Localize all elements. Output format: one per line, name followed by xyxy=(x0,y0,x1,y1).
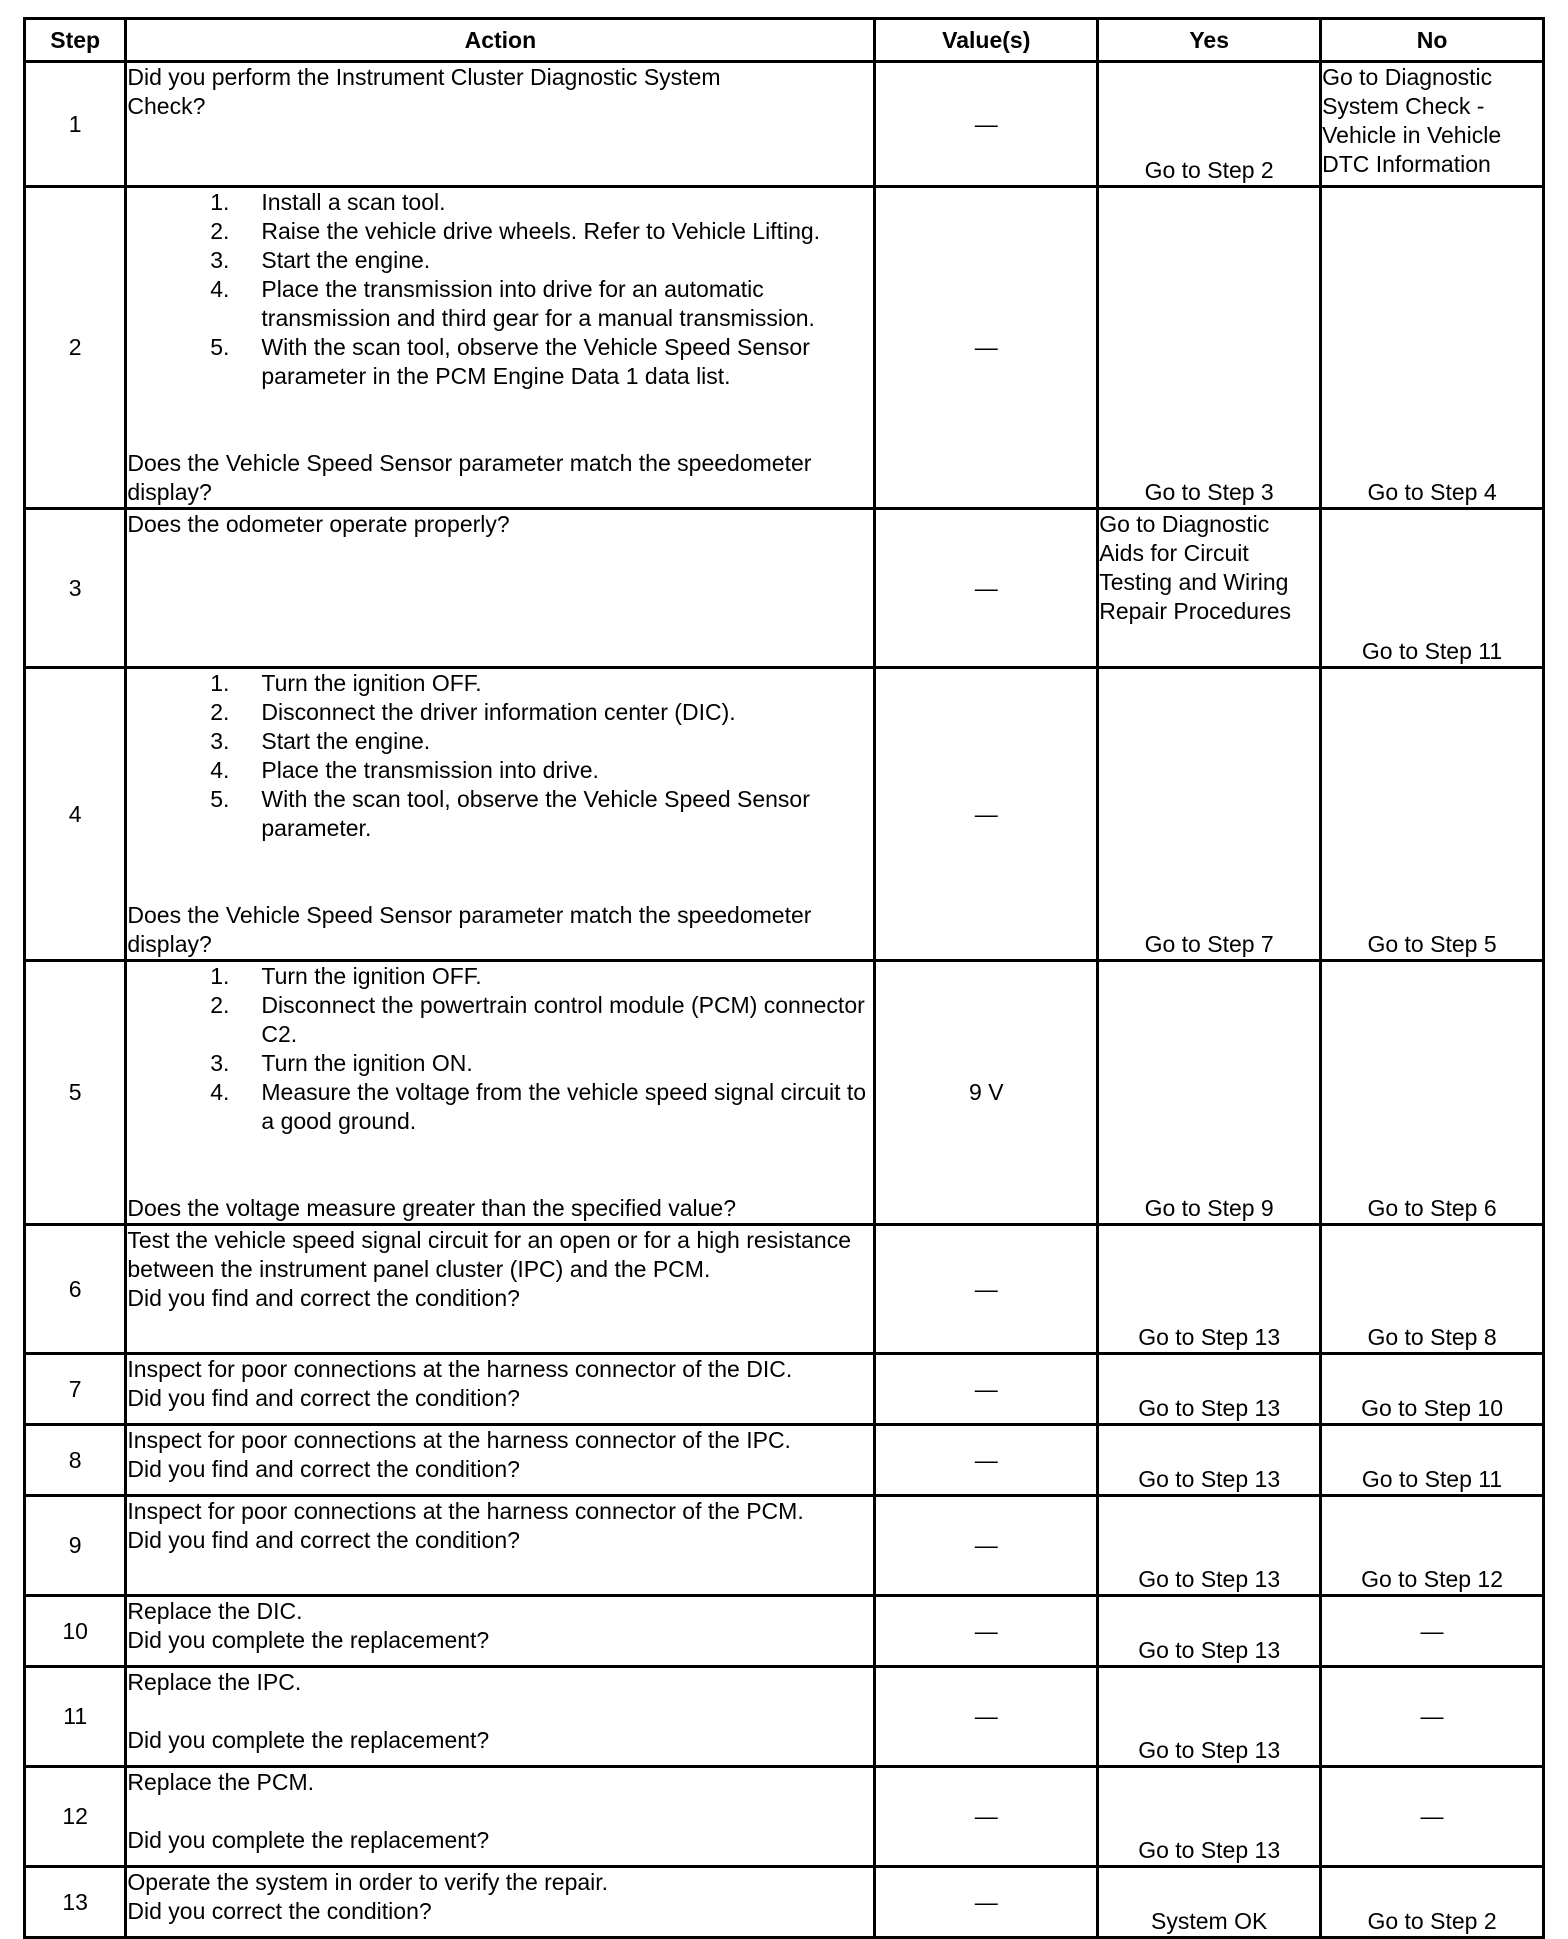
action-text: Inspect for poor connections at the harness connector of the PCM. xyxy=(127,1498,804,1524)
no-result: — xyxy=(1321,1767,1544,1867)
action-text: Did you find and correct the condition? xyxy=(127,1385,520,1411)
action-cell xyxy=(126,1225,875,1354)
action-cell xyxy=(126,1496,875,1596)
value-cell: — xyxy=(875,1496,1098,1596)
action-text: Inspect for poor connections at the harness connector of the IPC. xyxy=(127,1427,791,1453)
diagnostic-table xyxy=(23,17,1545,1939)
action-text: Inspect for poor connections at the harness connector of the DIC. xyxy=(127,1356,793,1382)
header-row xyxy=(25,19,1544,62)
step-number: 2 xyxy=(25,187,126,509)
action-step-number: 4. xyxy=(210,1079,230,1105)
action-step-number: 5. xyxy=(210,334,230,360)
yes-result: Go to Step 9 xyxy=(1098,961,1321,1225)
action-text: Did you complete the replacement? xyxy=(127,1727,490,1753)
yes-result: Go to Step 13 xyxy=(1098,1596,1321,1667)
value-cell: — xyxy=(875,509,1098,668)
action-step xyxy=(127,785,873,843)
action-cell xyxy=(126,961,875,1225)
action-text: Did you find and correct the condition? xyxy=(127,1285,520,1311)
table-row xyxy=(25,509,1544,668)
action-steps-list xyxy=(127,188,873,391)
action-step-number: 4. xyxy=(210,276,230,302)
action-step-text: Disconnect the powertrain control module (PCM) connector C2. xyxy=(261,992,865,1047)
action-step-number: 4. xyxy=(210,757,230,783)
action-text: Check? xyxy=(127,93,206,119)
value-cell: — xyxy=(875,1425,1098,1496)
step-number: 11 xyxy=(25,1667,126,1767)
step-number: 9 xyxy=(25,1496,126,1596)
action-text: Replace the IPC. xyxy=(127,1669,302,1695)
action-step xyxy=(127,333,873,391)
no-result: Go to Step 11 xyxy=(1321,1425,1544,1496)
value-cell: — xyxy=(875,1596,1098,1667)
step-number: 12 xyxy=(25,1767,126,1867)
table-row xyxy=(25,1867,1544,1938)
action-step xyxy=(127,1078,873,1136)
step-number: 6 xyxy=(25,1225,126,1354)
yes-result: Go to Step 2 xyxy=(1098,62,1321,187)
value-cell: — xyxy=(875,1225,1098,1354)
no-result: Go to Step 8 xyxy=(1321,1225,1544,1354)
action-cell xyxy=(126,1667,875,1767)
value-cell: — xyxy=(875,1767,1098,1867)
table-row xyxy=(25,961,1544,1225)
action-cell xyxy=(126,1767,875,1867)
value-cell: — xyxy=(875,187,1098,509)
action-cell xyxy=(126,668,875,961)
yes-result: Go to Step 13 xyxy=(1098,1225,1321,1354)
table-row xyxy=(25,1667,1544,1767)
action-step xyxy=(127,217,873,246)
no-result: Go to Step 10 xyxy=(1321,1354,1544,1425)
no-result: Go to Step 5 xyxy=(1321,668,1544,961)
action-text: Test the vehicle speed signal circuit for an open or for a high resistance between the instrument panel cluster (IPC) and the PCM. xyxy=(127,1227,852,1282)
value-cell: — xyxy=(875,62,1098,187)
yes-result: System OK xyxy=(1098,1867,1321,1938)
action-step-text: Raise the vehicle drive wheels. Refer to Vehicle Lifting. xyxy=(261,218,821,244)
action-step-text: Turn the ignition OFF. xyxy=(261,670,482,696)
value-cell: — xyxy=(875,1867,1098,1938)
step-number: 7 xyxy=(25,1354,126,1425)
action-text: Did you find and correct the condition? xyxy=(127,1527,520,1553)
step-number: 13 xyxy=(25,1867,126,1938)
action-text: Did you perform the Instrument Cluster Diagnostic System xyxy=(127,64,721,90)
action-steps-list xyxy=(127,962,873,1136)
table-row xyxy=(25,1225,1544,1354)
no-result: — xyxy=(1321,1596,1544,1667)
action-step-text: Start the engine. xyxy=(261,247,431,273)
action-step xyxy=(127,188,873,217)
action-step-text: Start the engine. xyxy=(261,728,431,754)
yes-result: Go to Step 7 xyxy=(1098,668,1321,961)
no-result: Go to Step 6 xyxy=(1321,961,1544,1225)
action-step-text: Place the transmission into drive for an automatic transmission and third gear for a manual transmission. xyxy=(261,276,815,331)
action-step xyxy=(127,669,873,698)
yes-result: Go to Step 13 xyxy=(1098,1667,1321,1767)
no-result: Go to Diagnostic System Check - Vehicle in Vehicle DTC Information xyxy=(1321,62,1544,187)
action-step-number: 3. xyxy=(210,1050,230,1076)
table-row xyxy=(25,187,1544,509)
step-number: 10 xyxy=(25,1596,126,1667)
action-step-number: 2. xyxy=(210,992,230,1018)
header-action: Action xyxy=(126,19,875,62)
header-step: Step xyxy=(25,19,126,62)
no-result: Go to Step 11 xyxy=(1321,509,1544,668)
action-cell xyxy=(126,1596,875,1667)
action-question: Does the voltage measure greater than the specified value? xyxy=(127,1195,736,1221)
value-cell: — xyxy=(875,1354,1098,1425)
table-row xyxy=(25,1425,1544,1496)
action-cell xyxy=(126,509,875,668)
action-text: Did you correct the condition? xyxy=(127,1898,432,1924)
action-step xyxy=(127,246,873,275)
table-row xyxy=(25,1596,1544,1667)
action-step xyxy=(127,1049,873,1078)
action-step-number: 2. xyxy=(210,699,230,725)
action-step-number: 1. xyxy=(210,670,230,696)
header-no: No xyxy=(1321,19,1544,62)
table-row xyxy=(25,1354,1544,1425)
action-step-number: 3. xyxy=(210,728,230,754)
action-step-text: Measure the voltage from the vehicle speed signal circuit to a good ground. xyxy=(261,1079,867,1134)
value-cell: 9 V xyxy=(875,961,1098,1225)
header-values: Value(s) xyxy=(875,19,1098,62)
yes-result: Go to Step 13 xyxy=(1098,1354,1321,1425)
action-step-text: Disconnect the driver information center (DIC). xyxy=(261,699,736,725)
action-text: Replace the PCM. xyxy=(127,1769,315,1795)
step-number: 1 xyxy=(25,62,126,187)
action-text: Does the odometer operate properly? xyxy=(127,511,510,537)
action-step-number: 3. xyxy=(210,247,230,273)
header-yes: Yes xyxy=(1098,19,1321,62)
table-body xyxy=(25,62,1544,1938)
value-cell: — xyxy=(875,1667,1098,1767)
action-text: Did you find and correct the condition? xyxy=(127,1456,520,1482)
action-step xyxy=(127,962,873,991)
action-question: Does the Vehicle Speed Sensor parameter match the speedometer display? xyxy=(127,450,812,505)
action-step-text: With the scan tool, observe the Vehicle Speed Sensor parameter in the PCM Engine Data 1 data list. xyxy=(261,334,810,389)
action-question: Does the Vehicle Speed Sensor parameter match the speedometer display? xyxy=(127,902,812,957)
table-row xyxy=(25,668,1544,961)
no-result: Go to Step 2 xyxy=(1321,1867,1544,1938)
action-step-number: 1. xyxy=(210,189,230,215)
table-row xyxy=(25,1496,1544,1596)
action-step xyxy=(127,275,873,333)
yes-result: Go to Step 3 xyxy=(1098,187,1321,509)
action-cell xyxy=(126,1867,875,1938)
no-result: Go to Step 12 xyxy=(1321,1496,1544,1596)
no-result: — xyxy=(1321,1667,1544,1767)
step-number: 4 xyxy=(25,668,126,961)
table-row xyxy=(25,1767,1544,1867)
action-cell xyxy=(126,1354,875,1425)
action-step xyxy=(127,991,873,1049)
action-steps-list xyxy=(127,669,873,843)
step-number: 3 xyxy=(25,509,126,668)
yes-result: Go to Step 13 xyxy=(1098,1767,1321,1867)
action-cell xyxy=(126,187,875,509)
action-step-number: 2. xyxy=(210,218,230,244)
step-number: 5 xyxy=(25,961,126,1225)
table-row xyxy=(25,62,1544,187)
yes-result: Go to Step 13 xyxy=(1098,1496,1321,1596)
yes-result: Go to Step 13 xyxy=(1098,1425,1321,1496)
step-number: 8 xyxy=(25,1425,126,1496)
value-cell: — xyxy=(875,668,1098,961)
yes-result: Go to Diagnostic Aids for Circuit Testing and Wiring Repair Procedures xyxy=(1098,509,1321,668)
action-step-text: Place the transmission into drive. xyxy=(261,757,599,783)
action-step xyxy=(127,698,873,727)
action-step xyxy=(127,756,873,785)
action-cell xyxy=(126,1425,875,1496)
action-step-number: 5. xyxy=(210,786,230,812)
action-text xyxy=(127,1797,873,1826)
action-step xyxy=(127,727,873,756)
action-text: Operate the system in order to verify the repair. xyxy=(127,1869,609,1895)
action-text: Did you complete the replacement? xyxy=(127,1627,490,1653)
action-step-number: 1. xyxy=(210,963,230,989)
action-step-text: Turn the ignition OFF. xyxy=(261,963,482,989)
action-cell xyxy=(126,62,875,187)
action-text xyxy=(127,1697,873,1726)
action-text: Replace the DIC. xyxy=(127,1598,303,1624)
action-text: Did you complete the replacement? xyxy=(127,1827,490,1853)
action-step-text: Turn the ignition ON. xyxy=(261,1050,473,1076)
no-result: Go to Step 4 xyxy=(1321,187,1544,509)
action-step-text: With the scan tool, observe the Vehicle Speed Sensor parameter. xyxy=(261,786,810,841)
action-step-text: Install a scan tool. xyxy=(261,189,446,215)
